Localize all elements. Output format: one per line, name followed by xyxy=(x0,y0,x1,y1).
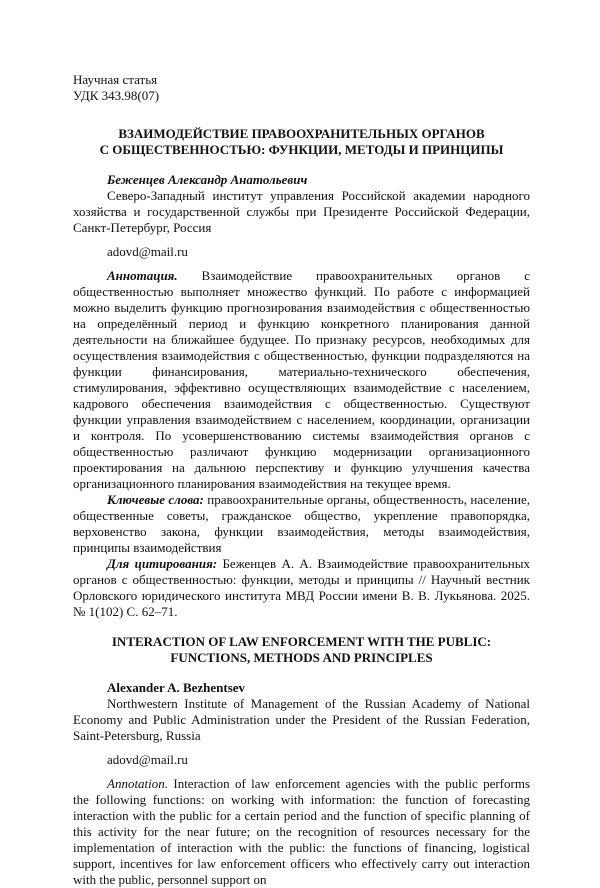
ru-keywords-text: правоохранительные органы, общественность, население, общественные советы, гражданское общество, укрепление правопорядка, верховенство закона, функции взаимодействия, методы взаимодействия, принципы взаимодействия xyxy=(73,492,530,555)
ru-citation-label: Для цитирования: xyxy=(107,556,217,571)
ru-abstract-text: Взаимодействие правоохранительных органов с общественностью выполняет множество функций. По работе с информацией можно выделить функцию прогнозирования взаимодействия с общественностью на определённый период и функцию конкретного планирования данной деятельности на ближайшее будущее. По признаку ресурсов, необходимых для осуществления взаимодействия с общественностью, функции подразделяются на функции финансирования, материально-технического обеспечения, стимулирования, эффективно осуществляющих взаимодействие с населением, кадрового обеспечения взаимодействия с общественностью. Существуют функции управления взаимодействием с населением, координации, организации и контроля. По усовершенствованию системы взаимодействия органов с общественностью различают функцию модернизации организационного проектирования на дальнюю перспективу и функцию улучшения качества организационного планирования взаимодействия на текущее время. xyxy=(73,268,530,491)
en-affiliation: Northwestern Institute of Management of the Russian Academy of National Economy and Public Administration under the President of the Russian Federation, Saint-Petersburg, Russia xyxy=(73,696,530,744)
ru-citation xyxy=(73,556,530,620)
article-type: Научная статья xyxy=(73,72,530,88)
ru-title-line2: С ОБЩЕСТВЕННОСТЬЮ: ФУНКЦИИ, МЕТОДЫ И ПРИНЦИПЫ xyxy=(73,142,530,158)
ru-title-line1: ВЗАИМОДЕЙСТВИЕ ПРАВООХРАНИТЕЛЬНЫХ ОРГАНОВ xyxy=(73,126,530,142)
en-abstract-label: Annotation. xyxy=(107,776,168,791)
ru-keywords xyxy=(73,492,530,556)
en-email[interactable]: adovd@mail.ru xyxy=(73,752,530,768)
paper-page xyxy=(73,72,530,888)
ru-affiliation: Северо-Западный институт управления Российской академии народного хозяйства и государственной службы при Президенте Российской Федерации, Санкт-Петербург, Россия xyxy=(73,188,530,236)
ru-citation-text: Беженцев А. А. Взаимодействие правоохранительных органов с общественностью: функции, методы и принципы // Научный вестник Орловского юридического института МВД России имени В. В. Лукьянова. 2025. № 1(102) С. 62–71. xyxy=(73,556,530,619)
en-title-line1: INTERACTION OF LAW ENFORCEMENT WITH THE PUBLIC: xyxy=(73,634,530,650)
ru-abstract-label: Аннотация. xyxy=(107,268,178,283)
en-abstract xyxy=(73,776,530,888)
en-author: Alexander A. Bezhentsev xyxy=(73,680,530,696)
en-abstract-text: Interaction of law enforcement agencies with the public performs the following functions: on working with information: the function of forecasting interaction with the public for a certain period and the function of specific planning of this activity for the near future; on the recognition of resources necessary for the implementation of interaction with the public: the functions of financing, logistical support, incentives for law enforcement officers who effectively carry out interaction with the public, personnel support on xyxy=(73,776,530,887)
ru-keywords-label: Ключевые слова: xyxy=(107,492,204,507)
udc-code: УДК 343.98(07) xyxy=(73,88,530,104)
ru-abstract xyxy=(73,268,530,492)
ru-author: Беженцев Александр Анатольевич xyxy=(73,172,530,188)
en-title-line2: FUNCTIONS, METHODS AND PRINCIPLES xyxy=(73,650,530,666)
ru-email[interactable]: adovd@mail.ru xyxy=(73,244,530,260)
